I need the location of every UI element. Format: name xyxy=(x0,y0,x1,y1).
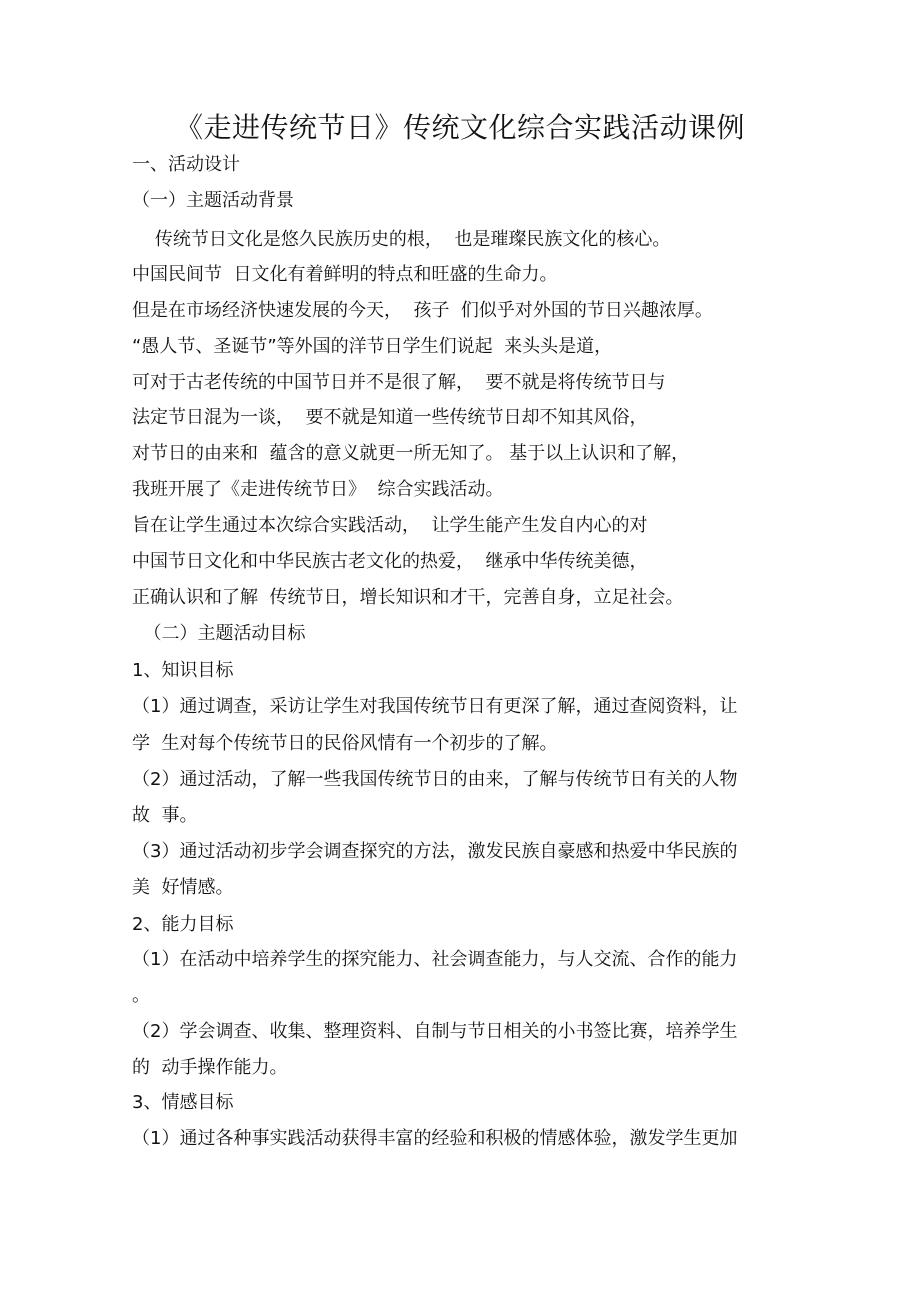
text-line: 但是在市场经济快速发展的今天， 孩子 们似乎对外国的节日兴趣浓厚。 xyxy=(132,300,713,321)
document-title: 《走进传统节日》传统文化综合实践活动课例 xyxy=(174,111,745,144)
text-line: 我班开展了《走进传统节日》 综合实践活动。 xyxy=(132,479,504,500)
text-line: 可对于古老传统的中国节日并不是很了解， 要不就是将传统节日与 xyxy=(132,372,666,393)
text-line: （2）通过活动，了解一些我国传统节日的由来，了解与传统节日有关的人物 xyxy=(132,769,738,790)
text-line: 法定节日混为一谈， 要不就是知道一些传统节日却不知其风俗， xyxy=(132,407,648,428)
text-line: 正确认识和了解 传统节日，增长知识和才干，完善自身，立足社会。 xyxy=(132,587,684,608)
text-line: 对节日的由来和 蕴含的意义就更一所无知了。 基于以上认识和了解， xyxy=(132,443,690,464)
text-line: 传统节日文化是悠久民族历史的根， 也是璀璨民族文化的核心。 xyxy=(132,229,671,250)
text-line: （一）主题活动背景 xyxy=(132,190,294,211)
text-line: 一、活动设计 xyxy=(132,154,240,175)
text-line: 旨在让学生通过本次综合实践活动， 让学生能产生发自内心的对 xyxy=(132,515,648,536)
text-line: “愚人节、圣诞节”等外国的洋节日学生们说起 来头头是道， xyxy=(132,336,613,357)
text-line: （1）通过各种事实践活动获得丰富的经验和积极的情感体验，激发学生更加 xyxy=(132,1128,738,1149)
text-line: 。 xyxy=(132,985,150,1006)
text-line: 3、情感目标 xyxy=(132,1092,234,1113)
text-line: 中国民间节 日文化有着鲜明的特点和旺盛的生命力。 xyxy=(132,264,558,285)
text-line: （二）主题活动目标 xyxy=(132,623,306,644)
text-line: （2）学会调查、收集、整理资料、自制与节日相关的小书签比赛，培养学生 xyxy=(132,1021,738,1042)
text-line: 学 生对每个传统节日的民俗风情有一个初步的了解。 xyxy=(132,733,558,754)
text-line: 的 动手操作能力。 xyxy=(132,1057,288,1078)
text-line: 中国节日文化和中华民族古老文化的热爱， 继承中华传统美德， xyxy=(132,551,648,572)
text-line: （1）在活动中培养学生的探究能力、社会调查能力，与人交流、合作的能力 xyxy=(132,949,738,970)
text-line: 1、知识目标 xyxy=(132,660,234,681)
text-line: （3）通过活动初步学会调查探究的方法，激发民族自豪感和热爱中华民族的 xyxy=(132,841,738,862)
text-line: （1）通过调查，采访让学生对我国传统节日有更深了解，通过查阅资料，让 xyxy=(132,696,738,717)
text-line: 2、能力目标 xyxy=(132,914,234,935)
text-line: 美 好情感。 xyxy=(132,877,234,898)
text-line: 故 事。 xyxy=(132,805,198,826)
